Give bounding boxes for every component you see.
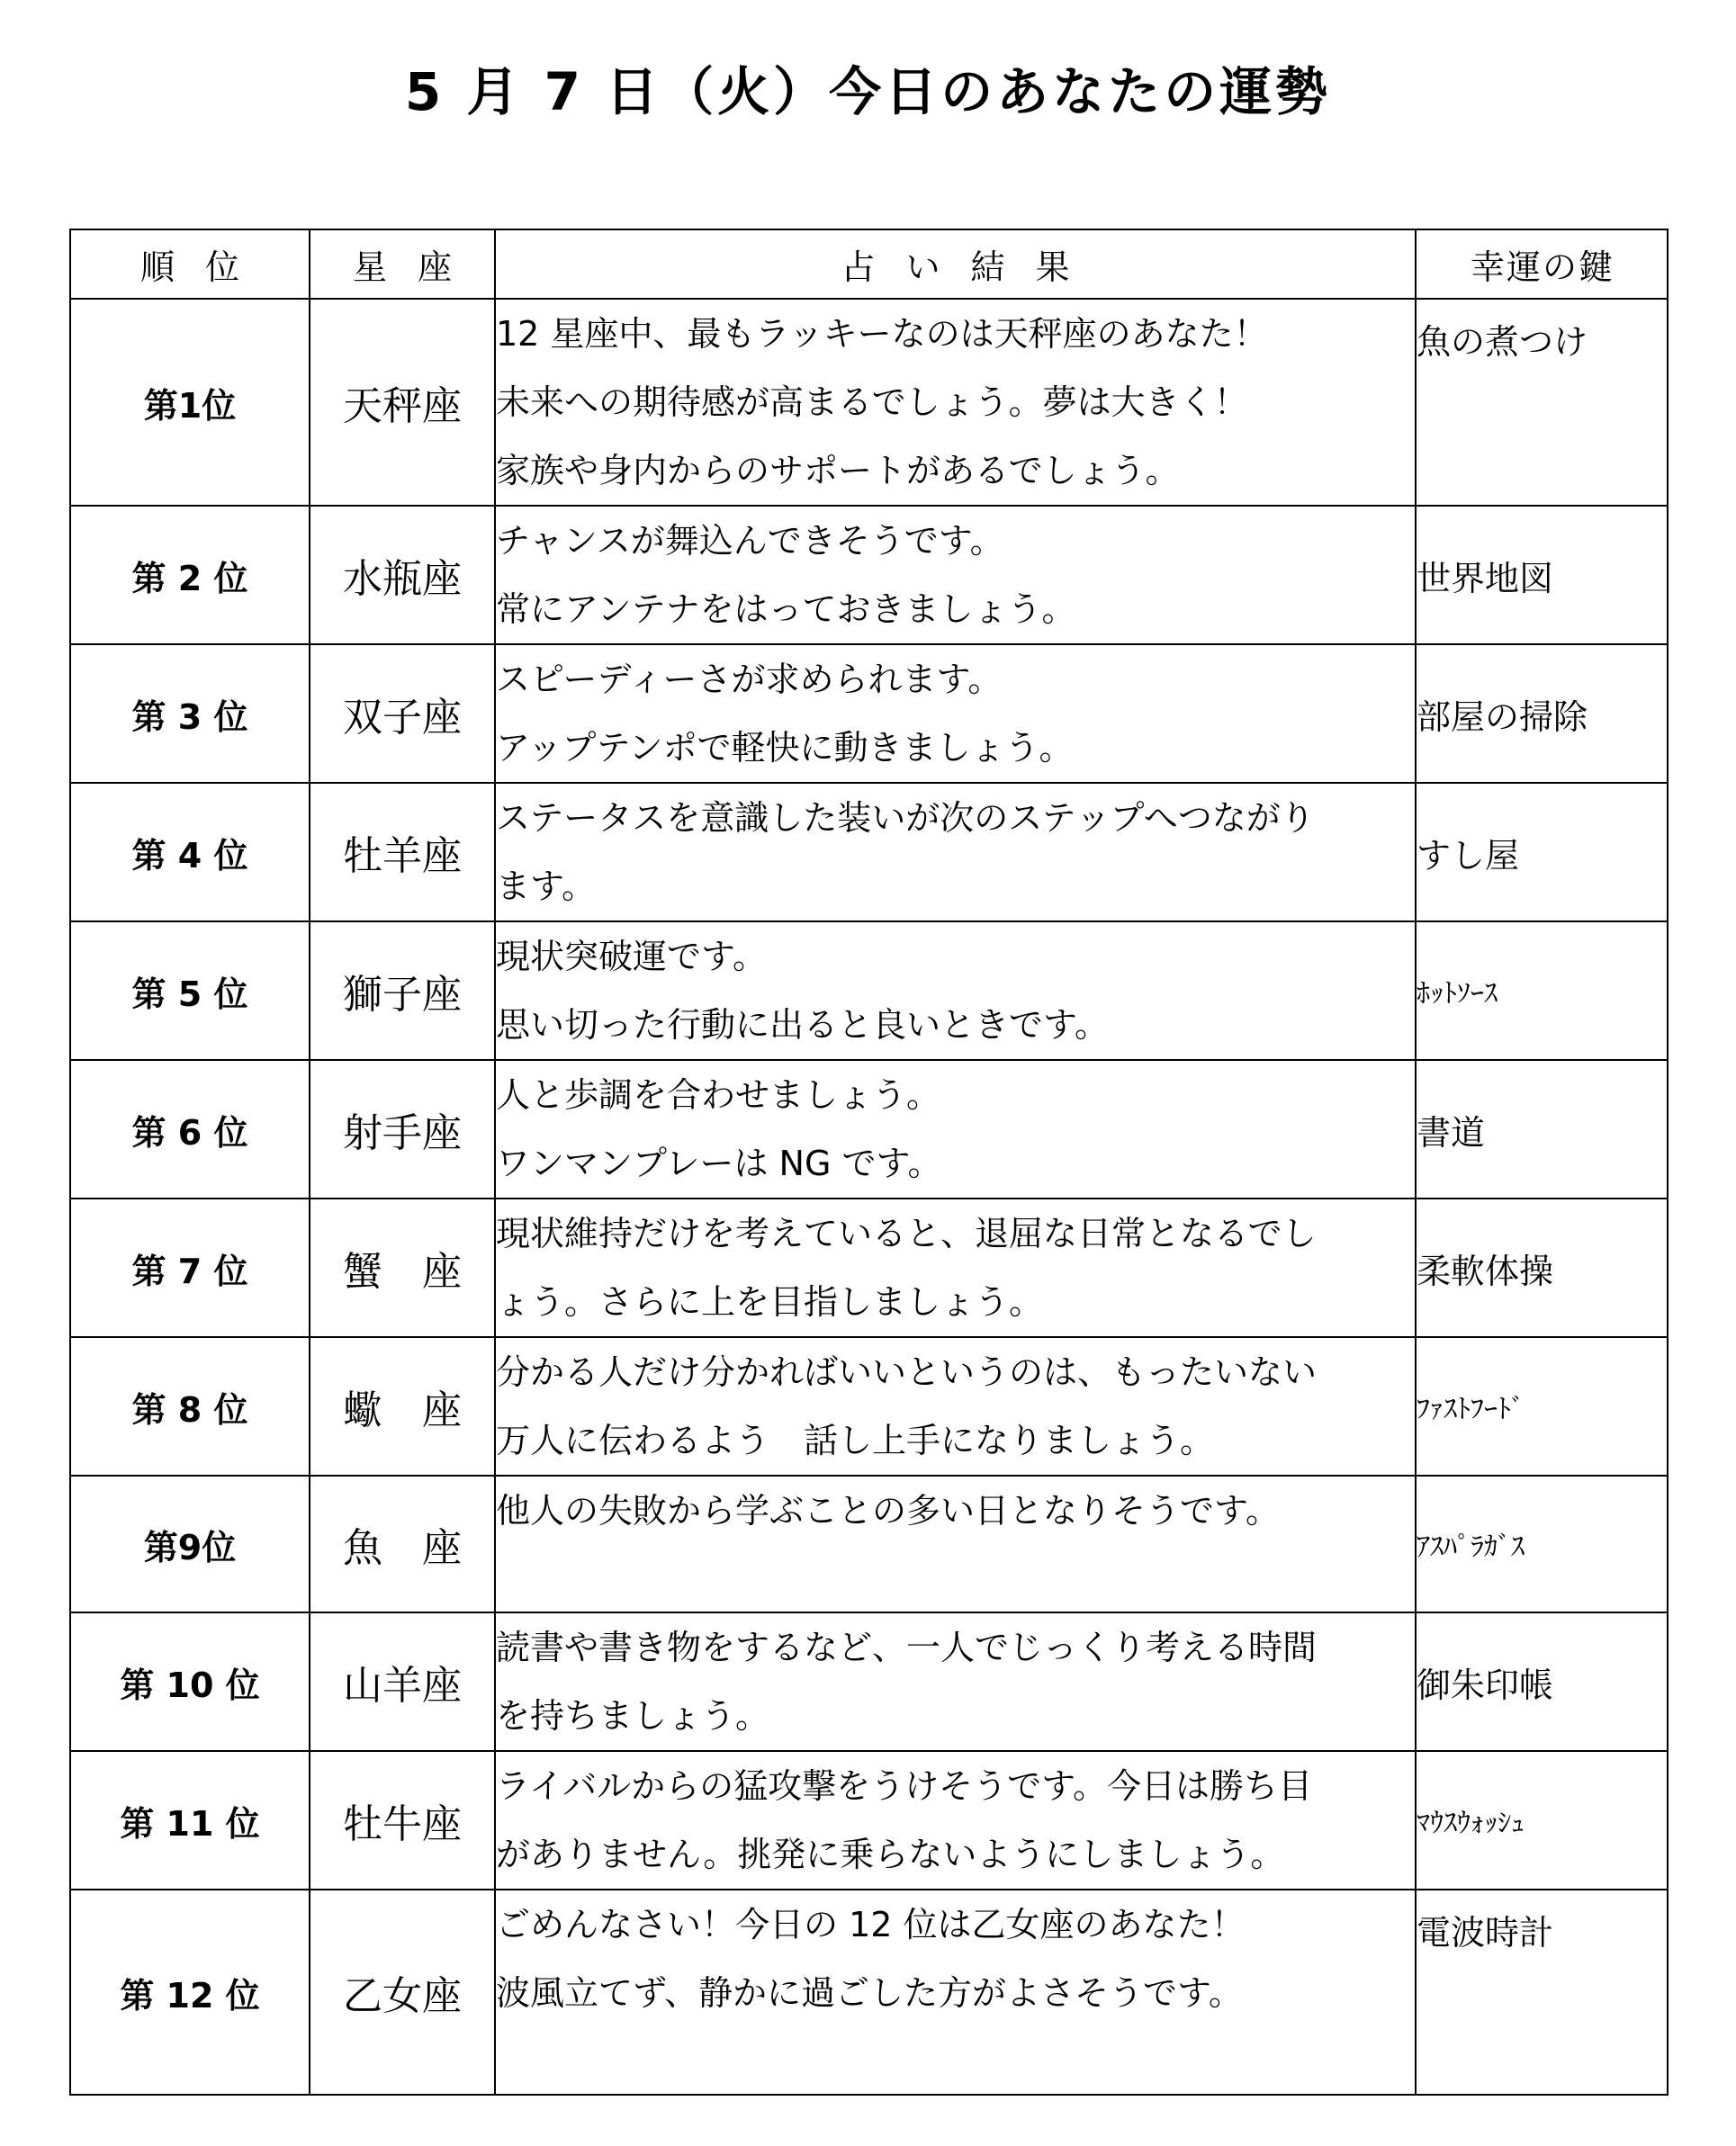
- key-cell: 電波時計: [1416, 1890, 1668, 2095]
- key-cell: 御朱印帳: [1416, 1612, 1668, 1751]
- sign-cell: 蟹 座: [310, 1199, 495, 1337]
- sign-cell: 射手座: [310, 1060, 495, 1199]
- key-cell: ｱｽﾊﾟﾗｶﾞｽ: [1416, 1476, 1668, 1612]
- fortune-table: [69, 229, 1669, 2096]
- page-title: 5 月 7 日（火）今日のあなたの運勢: [404, 61, 1332, 122]
- table-row: [70, 1890, 1668, 2095]
- result-cell: 現状維持だけを考えていると、退屈な日常となるでし ょう。さらに上を目指しましょう。: [495, 1199, 1416, 1337]
- result-cell: チャンスが舞込んできそうです。 常にアンテナをはっておきましょう。: [495, 506, 1416, 644]
- sign-cell: 魚 座: [310, 1476, 495, 1612]
- sign-cell: 天秤座: [310, 299, 495, 506]
- key-cell: ﾏｳｽｳｫｯｼｭ: [1416, 1751, 1668, 1890]
- result-cell: ライバルからの猛攻撃をうけそうです。今日は勝ち目 がありません。挑発に乗らないようにしましょう。: [495, 1751, 1416, 1890]
- sign-cell: 獅子座: [310, 921, 495, 1060]
- result-cell: 読書や書き物をするなど、一人でじっくり考える時間 を持ちましょう。: [495, 1612, 1416, 1751]
- key-cell: 部屋の掃除: [1416, 644, 1668, 783]
- sign-cell: 乙女座: [310, 1890, 495, 2095]
- result-cell: ステータスを意識した装いが次のステップへつながり ます。: [495, 783, 1416, 921]
- rank-cell: 第 7 位: [70, 1199, 310, 1337]
- rank-cell: 第 12 位: [70, 1890, 310, 2095]
- rank-cell: 第 5 位: [70, 921, 310, 1060]
- rank-cell: 第 10 位: [70, 1612, 310, 1751]
- key-cell: 世界地図: [1416, 506, 1668, 644]
- table-header-row: [70, 229, 1668, 299]
- sign-cell: 山羊座: [310, 1612, 495, 1751]
- result-cell: ごめんなさい！今日の 12 位は乙女座のあなた！ 波風立てず、静かに過ごした方がよさそうです。: [495, 1890, 1416, 2095]
- sign-cell: 蠍 座: [310, 1337, 495, 1476]
- result-cell: 現状突破運です。 思い切った行動に出ると良いときです。: [495, 921, 1416, 1060]
- table-row: [70, 299, 1668, 506]
- rank-cell: 第 4 位: [70, 783, 310, 921]
- rank-cell: 第 6 位: [70, 1060, 310, 1199]
- rank-cell: 第 2 位: [70, 506, 310, 644]
- table-row: [70, 506, 1668, 644]
- rank-cell: 第9位: [70, 1476, 310, 1612]
- key-cell: ﾌｧｽﾄﾌｰﾄﾞ: [1416, 1337, 1668, 1476]
- table-row: [70, 644, 1668, 783]
- table-row: [70, 1476, 1668, 1612]
- rank-cell: 第1位: [70, 299, 310, 506]
- key-cell: すし屋: [1416, 783, 1668, 921]
- header-sign: 星座: [310, 229, 495, 299]
- sign-cell: 双子座: [310, 644, 495, 783]
- result-cell: スピーディーさが求められます。 アップテンポで軽快に動きましょう。: [495, 644, 1416, 783]
- key-cell: ﾎｯﾄｿｰｽ: [1416, 921, 1668, 1060]
- key-cell: 魚の煮つけ: [1416, 299, 1668, 506]
- header-rank: 順位: [70, 229, 310, 299]
- table-row: [70, 1060, 1668, 1199]
- sign-cell: 水瓶座: [310, 506, 495, 644]
- result-cell: 他人の失敗から学ぶことの多い日となりそうです。: [495, 1476, 1416, 1612]
- table-row: [70, 1199, 1668, 1337]
- table-row: [70, 1751, 1668, 1890]
- key-cell: 柔軟体操: [1416, 1199, 1668, 1337]
- table-row: [70, 1612, 1668, 1751]
- sign-cell: 牡羊座: [310, 783, 495, 921]
- header-result: 占い結果: [495, 229, 1416, 299]
- result-cell: 人と歩調を合わせましょう。 ワンマンプレーは NG です。: [495, 1060, 1416, 1199]
- key-cell: 書道: [1416, 1060, 1668, 1199]
- rank-cell: 第 8 位: [70, 1337, 310, 1476]
- header-key: 幸運の鍵: [1416, 229, 1668, 299]
- table-row: [70, 921, 1668, 1060]
- table-row: [70, 1337, 1668, 1476]
- table-row: [70, 783, 1668, 921]
- rank-cell: 第 3 位: [70, 644, 310, 783]
- result-cell: 12 星座中、最もラッキーなのは天秤座のあなた！ 未来への期待感が高まるでしょう。夢は大きく！ 家族や身内からのサポートがあるでしょう。: [495, 299, 1416, 506]
- result-cell: 分かる人だけ分かればいいというのは、もったいない 万人に伝わるよう 話し上手になりましょう。: [495, 1337, 1416, 1476]
- sign-cell: 牡牛座: [310, 1751, 495, 1890]
- rank-cell: 第 11 位: [70, 1751, 310, 1890]
